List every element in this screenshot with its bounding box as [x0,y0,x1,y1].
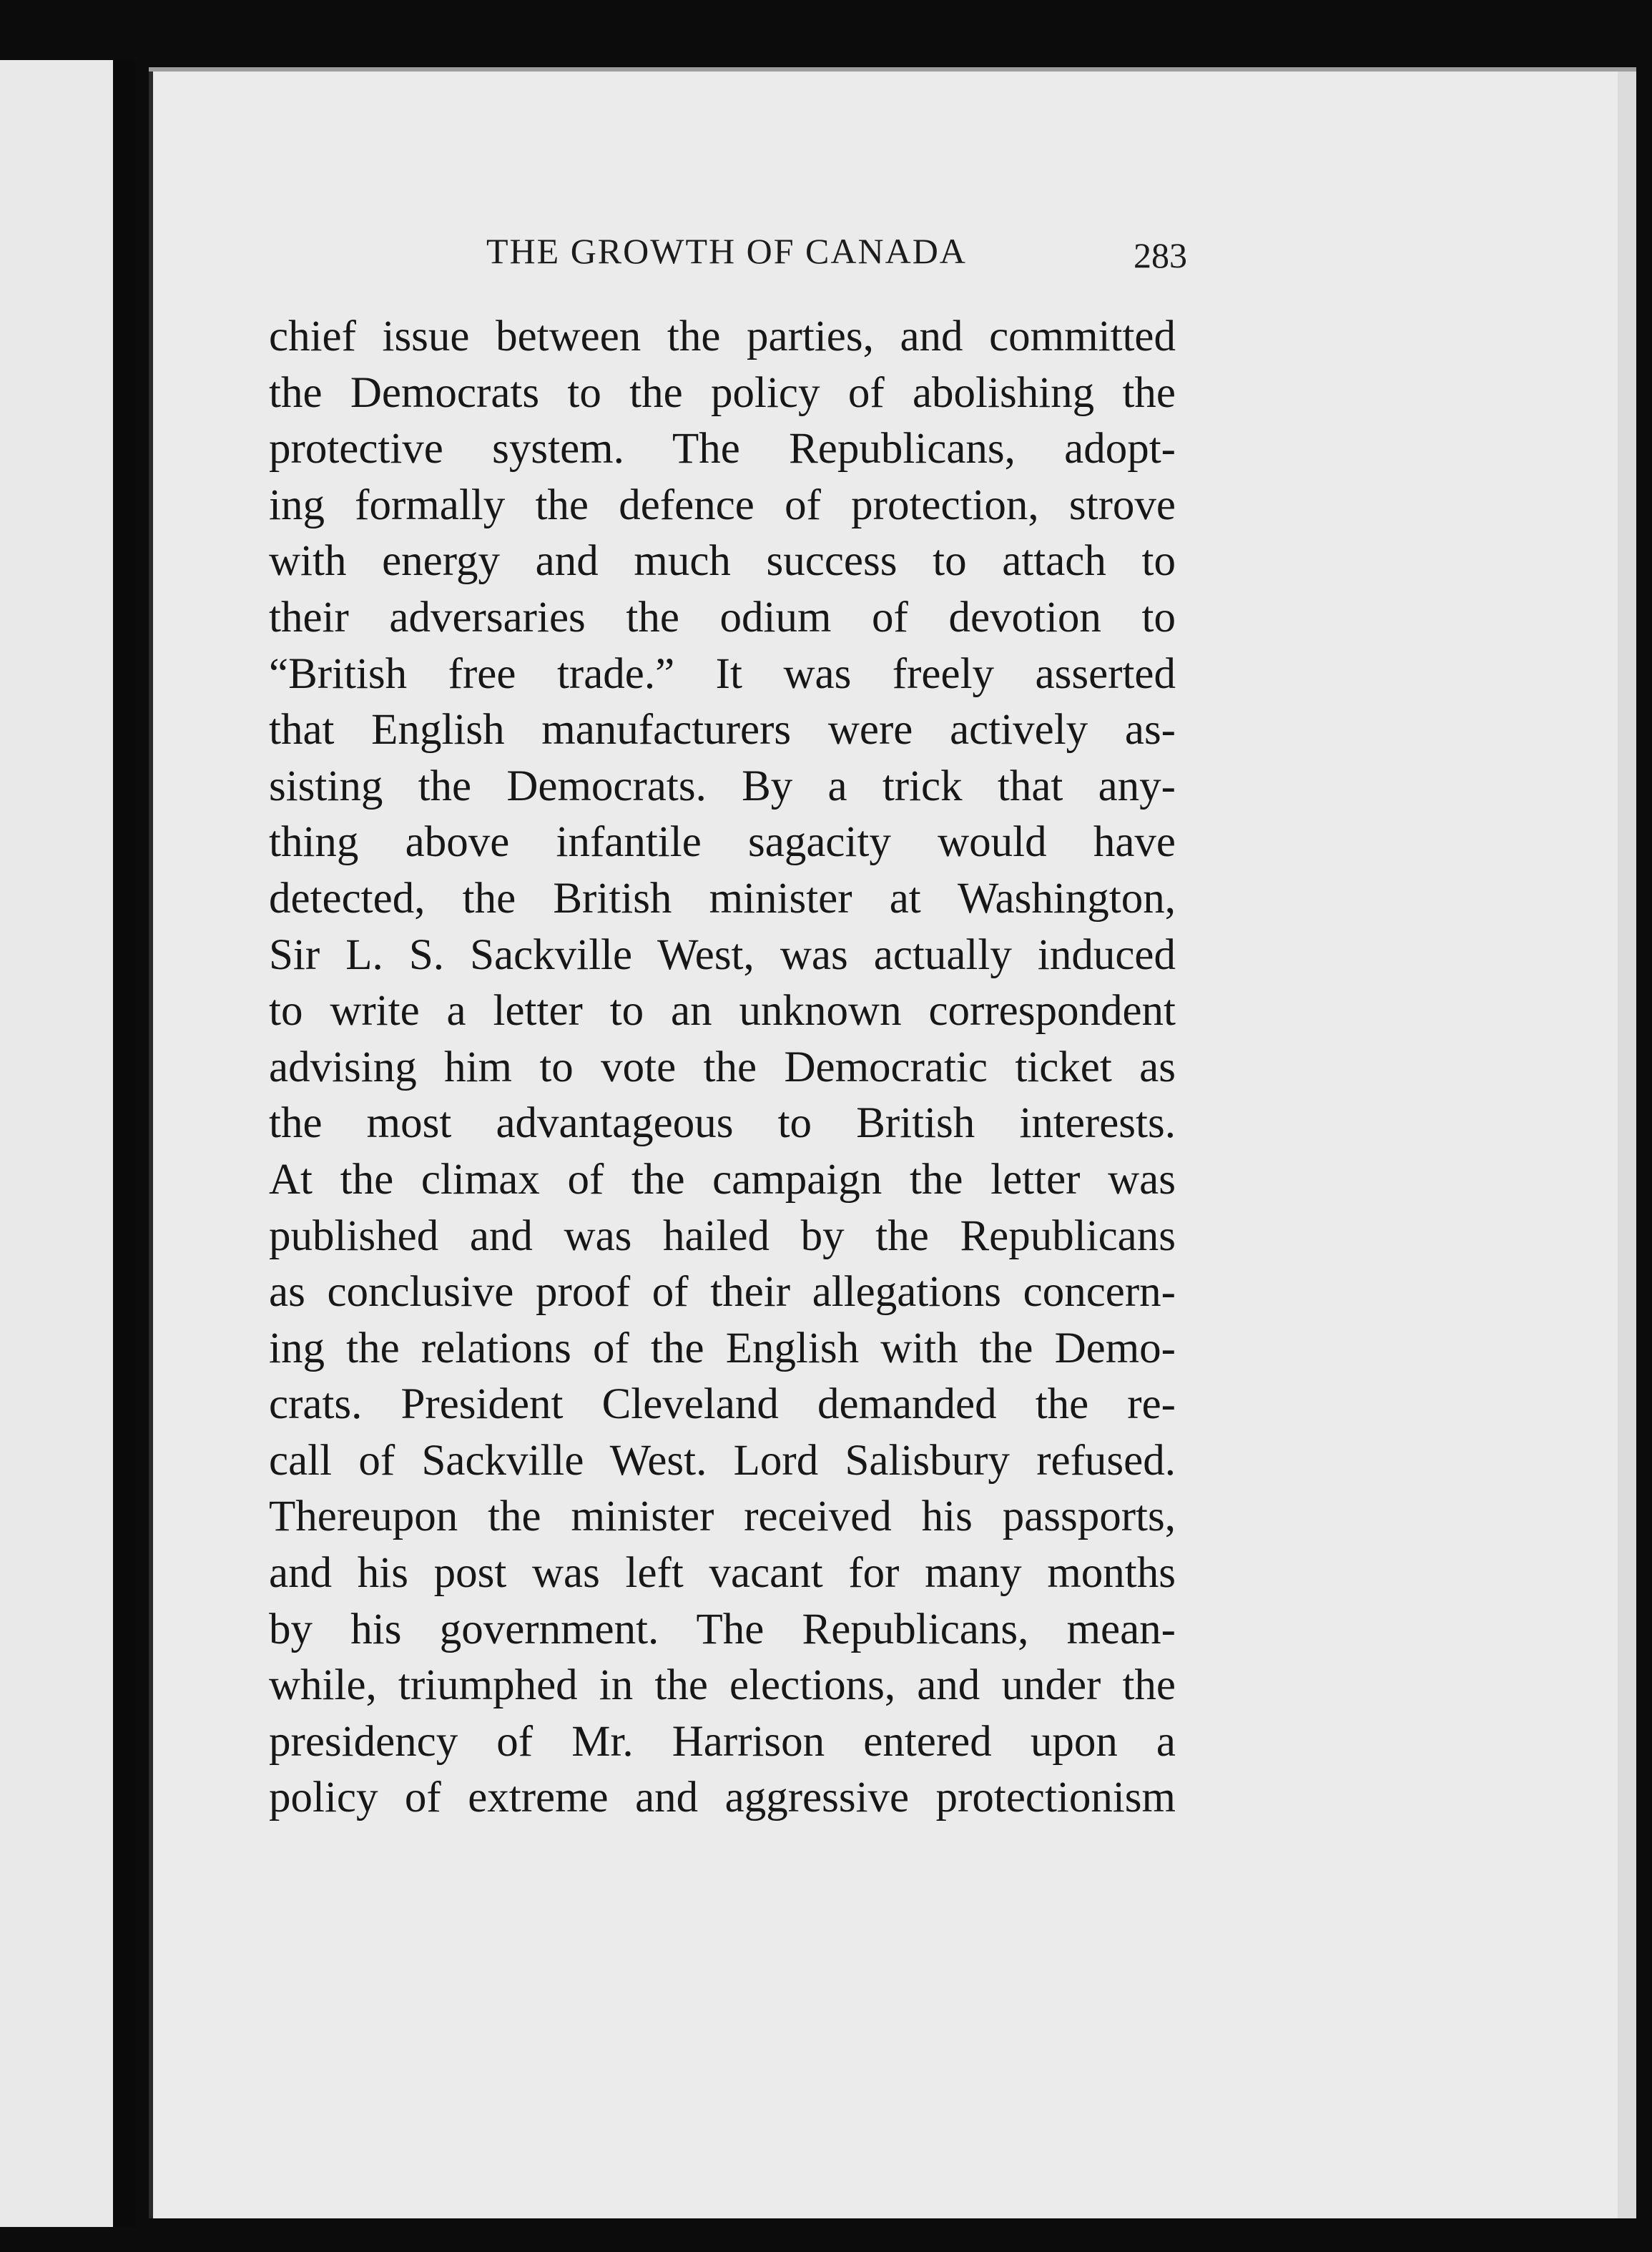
text-line: protective system. The Republicans, adopt- [269,425,1176,473]
text-line: to write a letter to an unknown correspondent [269,987,1176,1036]
page-right-edge [1618,72,1636,2218]
text-line: Sir L. S. Sackville West, was actually induced [269,930,1176,979]
text-line: their adversaries the odium of devotion to [269,593,1176,641]
text-line: crats. President Cleveland demanded the re- [269,1380,1176,1429]
text-line: published and was hailed by the Republicans [269,1211,1176,1260]
text-line: “British free trade.” It was freely asserted [269,649,1176,698]
text-line: call of Sackville West. Lord Salisbury refused. [269,1436,1176,1485]
text-line: chief issue between the parties, and committed [269,313,1176,360]
text-line: the Democrats to the policy of abolishing the [269,368,1176,417]
text-line: by his government. The Republicans, mean- [269,1605,1176,1653]
text-line: presidency of Mr. Harrison entered upon a [269,1717,1176,1766]
text-line: as conclusive proof of their allegations concern- [269,1268,1176,1317]
text-line: detected, the British minister at Washington, [269,874,1176,923]
text-line: policy of extreme and aggressive protectionism [269,1774,1176,1822]
text-line: thing above infantile sagacity would have [269,818,1176,867]
running-title: THE GROWTH OF CANADA [486,231,967,271]
book-gutter [113,60,136,2227]
running-head [486,230,1187,287]
text-line: At the climax of the campaign the letter was [269,1155,1176,1204]
text-line: sisting the Democrats. By a trick that any- [269,762,1176,810]
page-number: 283 [1134,235,1187,275]
text-line: Thereupon the minister received his passports, [269,1493,1176,1541]
text-line: ing the relations of the English with the Demo- [269,1324,1176,1372]
text-line: that English manufacturers were actively as- [269,706,1176,754]
text-line: and his post was left vacant for many months [269,1549,1176,1598]
text-line: advising him to vote the Democratic ticket as [269,1043,1176,1091]
text-line: with energy and much success to attach to [269,537,1176,586]
text-line: while, triumphed in the elections, and under the [269,1661,1176,1710]
text-line: the most advantageous to British interests. [269,1099,1176,1148]
text-line: ing formally the defence of protection, strove [269,481,1176,529]
body-text [269,309,1176,1826]
facing-page-fragment [0,60,113,2227]
